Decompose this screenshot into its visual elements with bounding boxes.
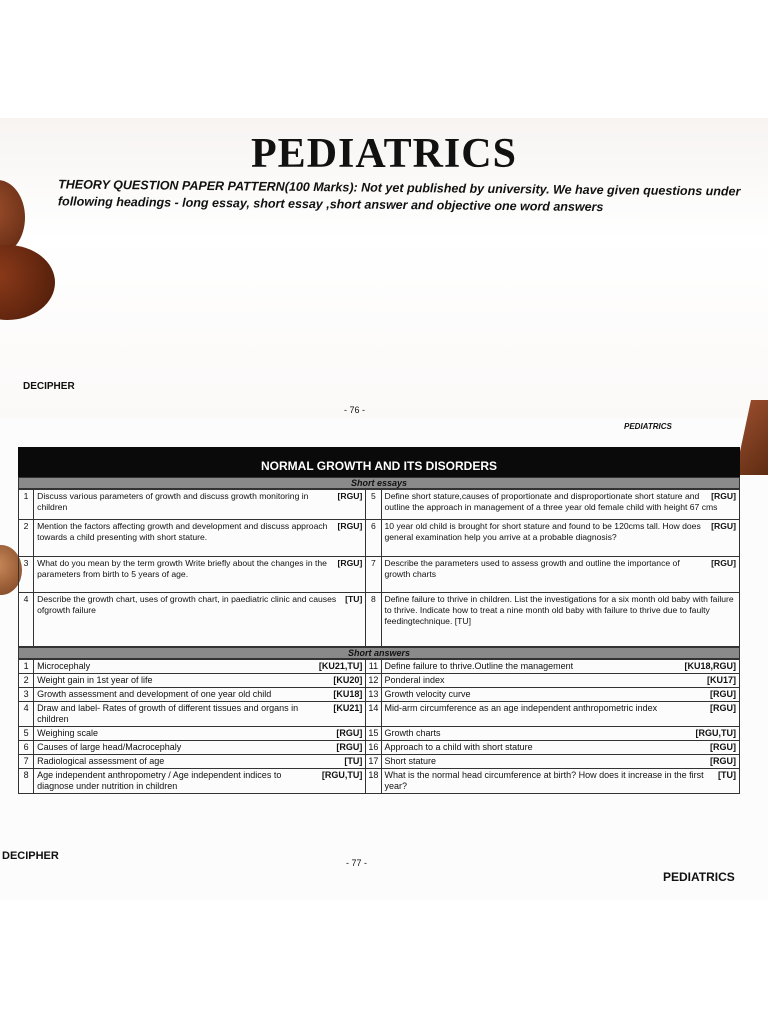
question-text: Growth charts: [384, 728, 441, 738]
university-tag: [RGU]: [711, 521, 736, 531]
question-cell: [34, 755, 366, 769]
question-number: 13: [366, 688, 381, 702]
question-cell: [34, 660, 366, 674]
short-essays-table: [18, 489, 740, 647]
question-number: 2: [19, 674, 34, 688]
university-tag: [TU]: [344, 756, 363, 766]
university-tag: [RGU]: [337, 558, 363, 568]
page-number-bottom: - 77 -: [346, 858, 368, 868]
question-text: Discuss various parameters of growth and discuss growth monitoring in children: [37, 491, 309, 512]
footer-right: PEDIATRICS: [663, 870, 735, 884]
question-text: Draw and label- Rates of growth of different tissues and organs in children: [37, 703, 299, 724]
table-row: [19, 727, 740, 741]
question-text: Radiological assessment of age: [37, 756, 165, 766]
question-cell: [381, 769, 740, 794]
university-tag: [TU]: [345, 594, 363, 604]
university-tag: [KU18]: [333, 689, 363, 699]
question-cell: [381, 702, 740, 727]
table-row: [19, 688, 740, 702]
question-cell: [34, 727, 366, 741]
question-cell: [34, 769, 366, 794]
question-text: What do you mean by the term growth Write briefly about the changes in the parameters from birth to 5 years of age.: [37, 558, 327, 579]
question-cell: [34, 520, 366, 557]
table-row: [19, 769, 740, 794]
question-text: 10 year old child is brought for short stature and found to be 120cms tall. How does general examination help you arrive at a probable diagnosis?: [384, 521, 701, 542]
question-number: 1: [19, 660, 34, 674]
question-cell: [34, 593, 366, 647]
question-cell: [34, 688, 366, 702]
subtitle: THEORY QUESTION PAPER PATTERN(100 Marks): Not yet published by university. We have given questions under following headings - long essay, short essay ,short answer and objective one word answers: [57, 177, 741, 215]
question-number: 12: [366, 674, 381, 688]
question-text: Define failure to thrive in children. List the investigations for a six month old baby with failure to thrive. Indicate how to treat a nine month old baby with failure to thrive due to faulty feedingtechnique. [TU]: [384, 594, 734, 626]
university-tag: [RGU]: [710, 742, 736, 752]
question-cell: [381, 557, 740, 593]
university-tag: [RGU]: [710, 689, 736, 699]
header-right: PEDIATRICS: [624, 422, 672, 431]
question-number: 5: [19, 727, 34, 741]
question-number: 6: [19, 741, 34, 755]
question-cell: [34, 741, 366, 755]
question-text: Describe the growth chart, uses of growth chart, in paediatric clinic and causes ofgrowth failure: [37, 594, 337, 615]
question-number: 6: [366, 520, 381, 557]
short-essays-heading: Short essays: [18, 477, 740, 489]
question-number: 15: [366, 727, 381, 741]
question-number: 7: [19, 755, 34, 769]
university-tag: [RGU]: [336, 728, 363, 738]
question-text: Causes of large head/Macrocephaly: [37, 742, 182, 752]
question-number: 5: [366, 490, 381, 520]
question-number: 2: [19, 520, 34, 557]
question-cell: [381, 688, 740, 702]
question-cell: [381, 660, 740, 674]
question-cell: [381, 755, 740, 769]
question-cell: [34, 557, 366, 593]
question-cell: [381, 674, 740, 688]
university-tag: [RGU]: [711, 491, 736, 501]
question-cell: [381, 593, 740, 647]
question-number: 4: [19, 702, 34, 727]
table-row: [19, 660, 740, 674]
university-tag: [RGU]: [710, 756, 736, 766]
short-answers-table: [18, 659, 740, 794]
question-number: 8: [366, 593, 381, 647]
table-row: [19, 557, 740, 593]
table-row: [19, 593, 740, 647]
university-tag: [RGU,TU]: [695, 728, 736, 738]
question-number: 14: [366, 702, 381, 727]
university-tag: [KU21,TU]: [318, 661, 363, 671]
question-number: 4: [19, 593, 34, 647]
university-tag: [KU20]: [333, 675, 363, 685]
question-text: Weighing scale: [37, 728, 99, 738]
question-text: Short stature: [384, 756, 437, 766]
question-text: Ponderal index: [384, 675, 445, 685]
question-text: Weight gain in 1st year of life: [37, 675, 153, 685]
page-title: PEDIATRICS: [251, 131, 517, 177]
question-number: 7: [366, 557, 381, 593]
university-tag: [RGU]: [337, 521, 363, 531]
question-number: 8: [19, 769, 34, 794]
table-row: [19, 490, 740, 520]
university-tag: [RGU,TU]: [321, 770, 363, 780]
question-text: Growth velocity curve: [384, 689, 471, 699]
page-number-top: - 76 -: [344, 405, 366, 415]
university-tag: [RGU]: [710, 703, 736, 713]
question-text: Age independent anthropometry / Age independent indices to diagnose under nutrition in children: [37, 770, 282, 791]
question-number: 3: [19, 688, 34, 702]
footer-left-top: DECIPHER: [23, 381, 75, 392]
table-row: [19, 674, 740, 688]
university-tag: [RGU]: [336, 742, 363, 752]
question-cell: [381, 490, 740, 520]
university-tag: [KU17]: [706, 675, 736, 685]
question-text: Microcephaly: [37, 661, 91, 671]
question-cell: [34, 702, 366, 727]
question-text: Define failure to thrive.Outline the management: [384, 661, 574, 671]
question-cell: [381, 727, 740, 741]
question-text: Define short stature,causes of proportionate and disproportionate short stature and outline the approach in management of a three year old female child with height 67 cms: [384, 491, 718, 512]
question-cell: [381, 520, 740, 557]
university-tag: [RGU]: [711, 558, 736, 568]
short-answers-heading: Short answers: [18, 647, 740, 659]
question-cell: [34, 674, 366, 688]
table-row: [19, 755, 740, 769]
question-number: 16: [366, 741, 381, 755]
question-number: 11: [366, 660, 381, 674]
university-tag: [KU18,RGU]: [684, 661, 736, 671]
table-row: [19, 702, 740, 727]
question-text: What is the normal head circumference at birth? How does it increase in the first year?: [384, 770, 704, 791]
question-number: 18: [366, 769, 381, 794]
table-row: [19, 520, 740, 557]
footer-left-bottom: DECIPHER: [2, 850, 59, 862]
question-text: Mention the factors affecting growth and development and discuss approach towards a child presenting with short stature.: [37, 521, 328, 542]
question-text: Describe the parameters used to assess growth and outline the importance of growth charts: [384, 558, 680, 579]
question-cell: [34, 490, 366, 520]
question-text: Growth assessment and development of one year old child: [37, 689, 272, 699]
table-row: [19, 741, 740, 755]
question-text: Approach to a child with short stature: [384, 742, 533, 752]
university-tag: [KU21]: [333, 703, 363, 713]
table-title: NORMAL GROWTH AND ITS DISORDERS: [18, 447, 740, 477]
question-number: 17: [366, 755, 381, 769]
questions-table: [18, 447, 740, 794]
question-number: 1: [19, 490, 34, 520]
university-tag: [TU]: [718, 770, 736, 780]
question-number: 3: [19, 557, 34, 593]
question-text: Mid-arm circumference as an age independent anthropometric index: [384, 703, 658, 713]
university-tag: [RGU]: [337, 491, 363, 501]
question-cell: [381, 741, 740, 755]
